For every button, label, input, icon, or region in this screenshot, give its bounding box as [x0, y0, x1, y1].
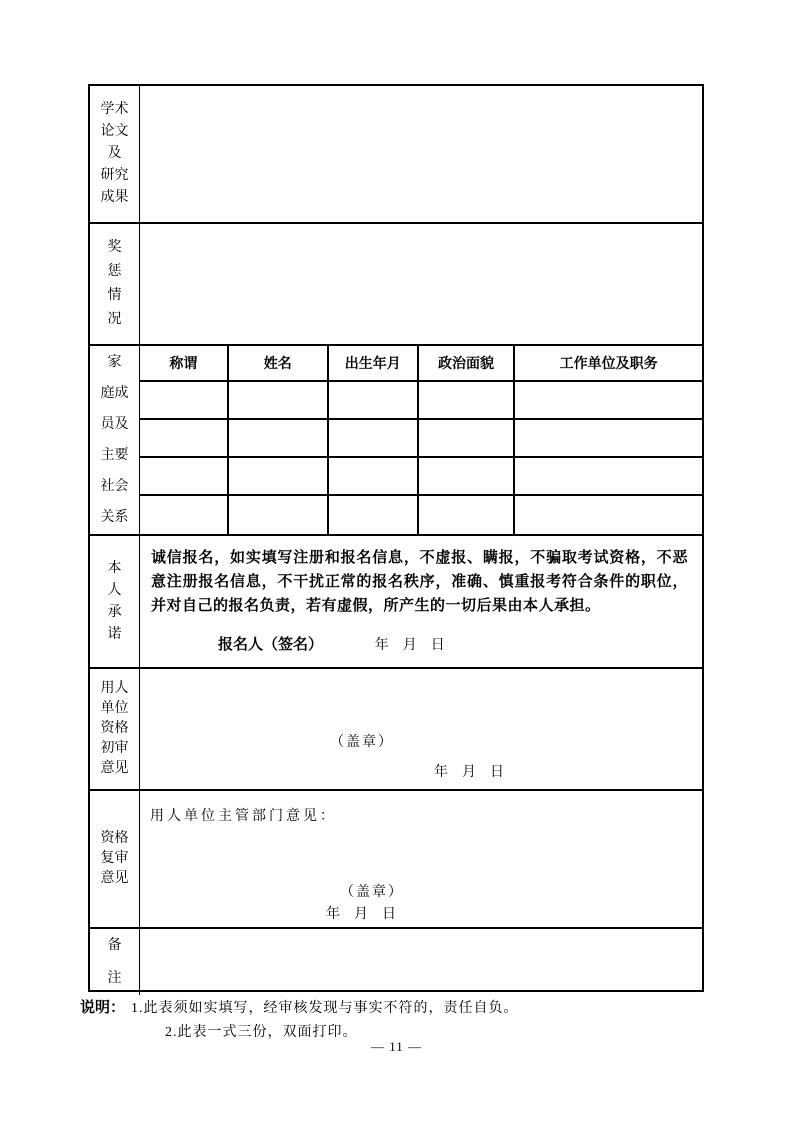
requalification-review-label: [90, 791, 140, 927]
employer-preliminary-review-content: [140, 669, 702, 789]
section-personal-commitment: [90, 534, 702, 667]
family-cell: [329, 382, 419, 420]
label-line: 资格: [100, 721, 129, 736]
family-cell: [229, 382, 329, 420]
notes-label: 说明：: [80, 999, 126, 1016]
rewards-punishments-label: [90, 224, 140, 344]
note-item-1: 1.此表须如实填写，经审核发现与事实不符的，责任自负。: [131, 1001, 519, 1016]
commitment-text: 诚信报名，如实填写注册和报名信息，不虚报、瞒报，不骗取考试资格，不恶意注册报名信息，不干扰正常的报名秩序，准确、慎重报考符合条件的职位，并对自己的报名负责，若有虚假，所产生的一切后果由本人承担。: [151, 550, 688, 614]
family-members-label: [90, 346, 140, 534]
family-header-name: 姓名: [229, 346, 329, 382]
form-notes: [80, 996, 680, 1045]
label-line: 员及: [100, 417, 129, 432]
label-line: 单位: [100, 701, 129, 716]
page-number: — 11 —: [370, 1039, 423, 1054]
remarks-label: [90, 929, 140, 995]
family-cell: [140, 382, 229, 420]
label-line: 意见: [100, 761, 129, 776]
application-form-table: [88, 84, 704, 992]
dept-opinion-label: 用人单位主管部门意见：: [150, 809, 337, 824]
signature-date-label: 年 月 日: [374, 638, 445, 653]
family-header-political-status: 政治面貌: [419, 346, 516, 382]
stamp-placeholder: （盖章）: [340, 885, 404, 900]
requalification-review-content: [140, 791, 702, 927]
label-line: 及: [107, 146, 122, 161]
family-cell: [329, 496, 419, 534]
family-cell: [329, 458, 419, 496]
notes-line-1: [80, 996, 680, 1021]
label-line: 用人: [100, 681, 129, 696]
signer-label: 报名人（签名）: [218, 637, 324, 653]
label-line: 人: [107, 582, 122, 598]
label-line: 家: [107, 355, 122, 370]
label-line: 复审: [100, 851, 129, 866]
label-line: 本: [107, 560, 122, 576]
date-placeholder: 年 月 日: [434, 765, 504, 780]
label-line: 意见: [100, 871, 129, 886]
rewards-punishments-field: [140, 224, 702, 344]
family-cell: [515, 458, 702, 496]
label-line: 主要: [100, 448, 129, 463]
family-cell: [515, 382, 702, 420]
label-line: 承: [107, 604, 122, 620]
note-item-2: 2.此表一式三份，双面打印。: [165, 1025, 358, 1040]
family-cell: [229, 458, 329, 496]
section-employer-preliminary-review: [90, 667, 702, 789]
label-line: 成果: [100, 190, 129, 205]
section-remarks: [90, 927, 702, 995]
section-academic-papers: [90, 86, 702, 222]
label-line: 研究: [100, 168, 129, 183]
family-header-birthdate: 出生年月: [329, 346, 419, 382]
family-cell: [515, 420, 702, 458]
label-line: 诺: [107, 626, 122, 642]
family-cell: [229, 420, 329, 458]
section-rewards-punishments: [90, 222, 702, 344]
family-members-table: [140, 346, 702, 534]
family-cell: [515, 496, 702, 534]
label-line: 惩: [107, 264, 122, 279]
label-line: 学术: [100, 102, 129, 117]
family-cell: [419, 382, 516, 420]
family-cell: [419, 496, 516, 534]
label-line: 初审: [100, 741, 129, 756]
label-line: 论文: [100, 124, 129, 139]
section-family-members: [90, 344, 702, 534]
signature-row: [218, 633, 702, 654]
family-cell: [229, 496, 329, 534]
stamp-placeholder: （盖章）: [330, 735, 394, 750]
label-line: 备: [107, 938, 122, 953]
family-cell: [419, 420, 516, 458]
employer-preliminary-review-label: [90, 669, 140, 789]
label-line: 注: [107, 971, 122, 986]
family-grid: [140, 346, 702, 534]
family-cell: [140, 458, 229, 496]
remarks-field: [140, 929, 702, 995]
personal-commitment-label: [90, 536, 140, 667]
personal-commitment-content: [140, 536, 702, 667]
family-cell: [419, 458, 516, 496]
label-line: 况: [107, 312, 122, 327]
label-line: 庭成: [100, 386, 129, 401]
family-cell: [140, 420, 229, 458]
academic-papers-label: [90, 86, 140, 222]
academic-papers-field: [140, 86, 702, 222]
label-line: 社会: [100, 479, 129, 494]
label-line: 奖: [107, 240, 122, 255]
section-requalification-review: [90, 789, 702, 927]
label-line: 关系: [100, 510, 129, 525]
label-line: 资格: [100, 831, 129, 846]
family-cell: [329, 420, 419, 458]
family-header-workunit-position: 工作单位及职务: [515, 346, 702, 382]
family-header-relation: 称谓: [140, 346, 229, 382]
family-cell: [140, 496, 229, 534]
date-placeholder: 年 月 日: [326, 907, 396, 922]
label-line: 情: [107, 288, 122, 303]
